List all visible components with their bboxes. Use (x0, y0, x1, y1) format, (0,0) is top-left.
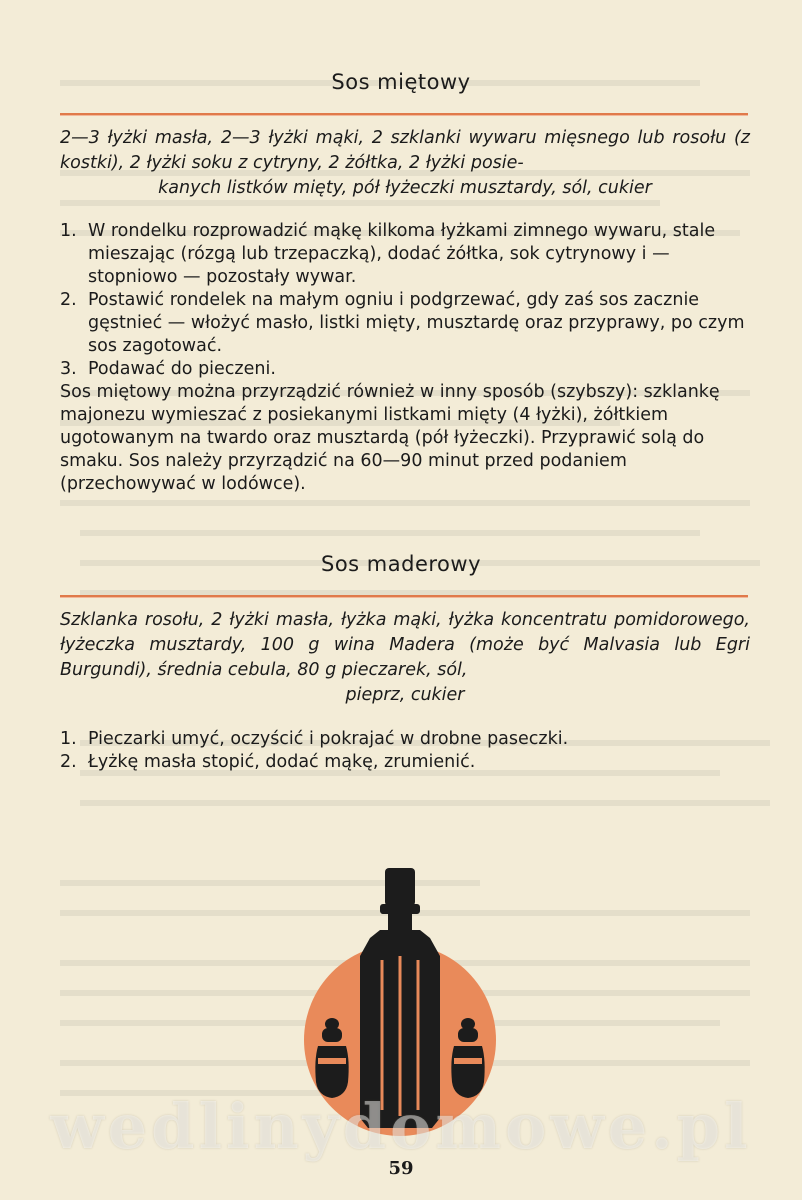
steps-madeira-sauce (60, 728, 755, 774)
page-number: 59 (388, 1158, 414, 1179)
ingredients-text: Szklanka rosołu, 2 łyżki masła, łyżka mąki, łyżka koncentratu pomidorowego, łyżeczka musztardy, 100 g wina Madera (może być Malvasia lub Egri Burgundi), średnia cebula, 80 g pieczarek, sól, (60, 610, 750, 680)
section-title-mint-sauce: Sos miętowy (331, 70, 471, 94)
ingredients-text-last-line: pieprz, cukier (345, 685, 465, 705)
bottle-icon (360, 868, 440, 1128)
step-number: 2. (60, 752, 77, 772)
step-number: 1. (60, 729, 77, 749)
step-number: 1. (60, 221, 77, 241)
step-item (60, 220, 755, 289)
ingredients-mint-sauce (60, 126, 750, 201)
step-item (60, 289, 755, 358)
step-number: 3. (60, 359, 77, 379)
site-watermark: wedlinydomowe.pl (50, 1090, 752, 1163)
step-text: Postawić rondelek na małym ogniu i podgrzewać, gdy zaś sos zacznie gęstnieć — włożyć masło, listki mięty, musztardę oraz przyprawy, po czym sos zagotować. (88, 290, 745, 356)
step-text: W rondelku rozprowadzić mąkę kilkoma łyżkami zimnego wywaru, stale mieszając (rózgą lub trzepaczką), dodać żółtka, sok cytrynowy i — stopniowo — pozostały wywar. (88, 221, 716, 287)
alternative-method-note: Sos miętowy można przyrządzić również w inny sposób (szybszy): szklankę majonezu wymieszać z posiekanymi listkami mięty (4 łyżki), żółtkiem ugotowanym na twardo oraz musztardą (pół łyżeczki). Przyprawić solą do smaku. Sos należy przyrządzić na 60—90 minut przed podaniem (przechowywać w lodówce). (60, 382, 720, 494)
section-divider (60, 113, 748, 115)
step-text: Podawać do pieczeni. (88, 359, 276, 379)
ingredients-madeira-sauce (60, 608, 750, 708)
step-number: 2. (60, 290, 77, 310)
section-divider (60, 595, 748, 597)
step-item (60, 358, 755, 381)
steps-mint-sauce (60, 220, 755, 496)
section-title-madeira-sauce: Sos maderowy (321, 552, 481, 576)
step-text: Pieczarki umyć, oczyścić i pokrajać w drobne paseczki. (88, 729, 569, 749)
step-item (60, 728, 755, 751)
step-item (60, 751, 755, 774)
step-text: Łyżkę masła stopić, dodać mąkę, zrumienić. (88, 752, 476, 772)
ingredients-text: 2—3 łyżki masła, 2—3 łyżki mąki, 2 szklanki wywaru mięsnego lub rosołu (z kostki), 2 łyżki soku z cytryny, 2 żółtka, 2 łyżki posie- (60, 128, 750, 173)
ingredients-text-last-line: kanych listków mięty, pół łyżeczki musztardy, sól, cukier (158, 178, 652, 198)
